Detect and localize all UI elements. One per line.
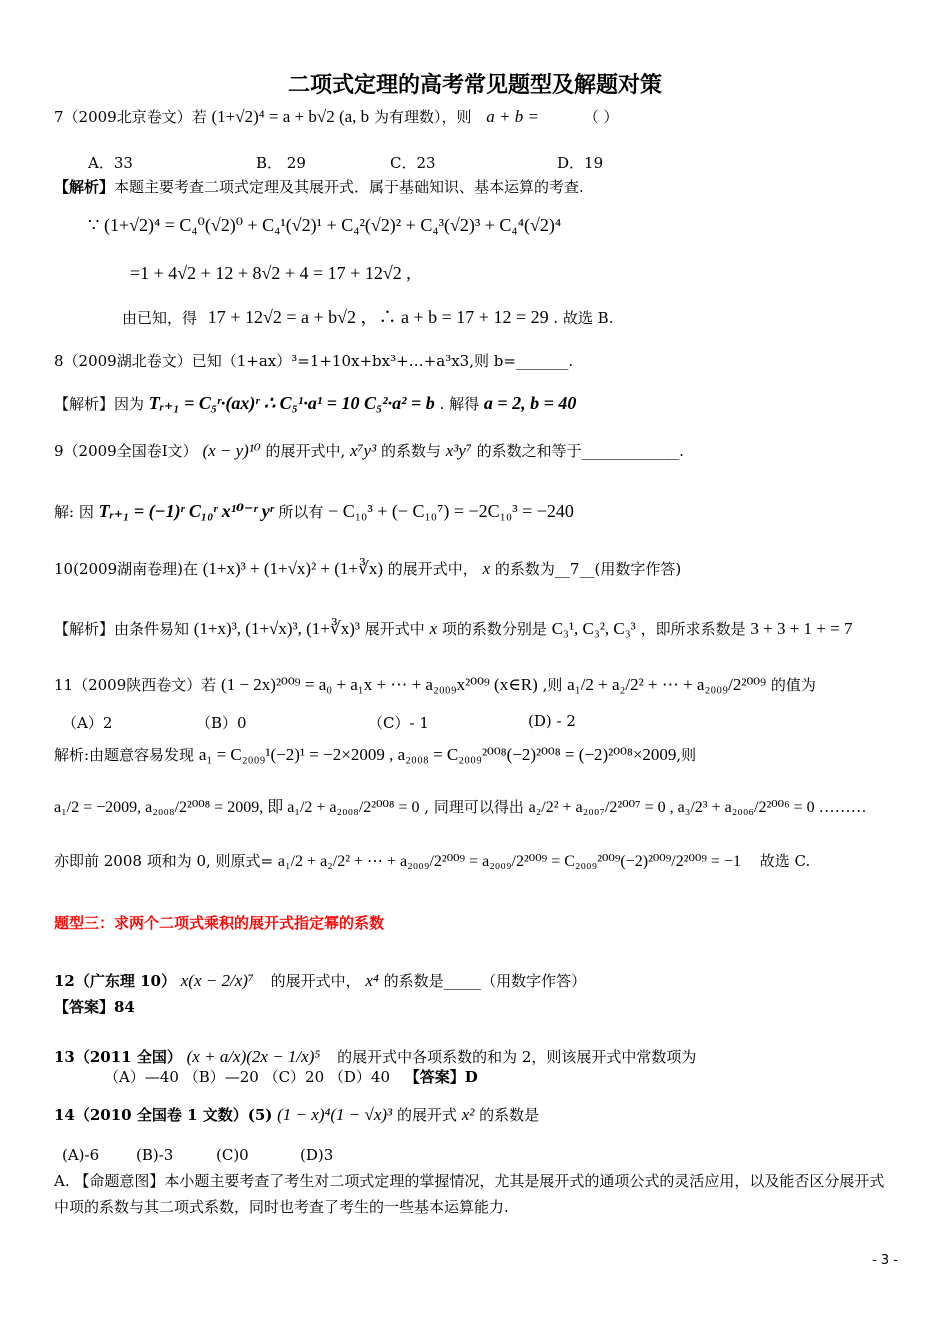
q12-expr: x(x − 2/x)⁷	[180, 971, 254, 990]
q7-option-b: B． 29	[256, 154, 306, 172]
q14-expr: (1 − x)⁴(1 − √x)³	[277, 1105, 393, 1124]
q10-text5: ，即所求系数是	[640, 620, 746, 638]
q11-solution-line1	[54, 744, 696, 765]
q8-solve: a = 2, b = 40	[483, 393, 577, 413]
q7-result: =1 + 4√2 + 12 + 8√2 + 4 = 17 + 12√2 ,	[130, 263, 411, 283]
q12-term: x⁴	[365, 971, 379, 990]
q10-stem-line	[54, 558, 681, 579]
q9-text1: 的展开式中,	[265, 442, 346, 460]
q11-option-a: （A）2	[62, 714, 113, 732]
q11-sol-label: 解析:由题意容易发现	[54, 746, 195, 764]
q14-stem-line	[54, 1104, 539, 1125]
q7-ask: a + b =	[486, 107, 539, 126]
q10-var2: x	[429, 619, 438, 638]
q10-text3: 展开式中	[364, 620, 425, 638]
q12-stem: 12（广东理 10）	[54, 972, 176, 990]
q14-stem: 14（2010 全国卷 1 文数）(5)	[54, 1106, 273, 1124]
q10-analysis-line	[54, 618, 852, 639]
q7-choose: . 故选 B.	[553, 309, 614, 327]
q7-conclude: 17 + 12√2 = a + b√2 ，∴ a + b = 17 + 12 = 29	[207, 307, 549, 327]
q11-text2: 的值为	[770, 676, 816, 694]
q14-text2: 的系数是	[479, 1106, 540, 1124]
q11-sol3: a₁/2 + a₂/2² + ⋯ + a₂₀₀₉/2²⁰⁰⁹ = a₂₀₀₉/2²⁰⁰⁹ = C₂₀₀₉²⁰⁰⁹(−2)²⁰⁰⁹/2²⁰⁰⁹ = −1	[277, 853, 741, 870]
q9-expr: (x − y)¹⁰	[202, 441, 261, 460]
q8-stem: 8（2009湖北卷文）已知（1+ax）³=1+10x+bx³+…+a³x3,则 b=_______.	[54, 352, 574, 370]
q13-stem-line	[54, 1046, 696, 1067]
q9-solution-line	[54, 500, 574, 523]
q11-sol2: a₁/2 = −2009, a₂₀₀₈/2²⁰⁰⁸ = 2009, 即 a₁/2 + a₂₀₀₈/2²⁰⁰⁸ = 0	[54, 799, 420, 816]
q7-option-c: C．23	[390, 154, 436, 172]
q7-formula: (1+√2)⁴ = a + b√2 (a, b	[211, 107, 370, 126]
q11-sol2-mid: , 同理可以得出	[424, 798, 524, 816]
q13-options: （A）—40 （B）—20 （C）20 （D）40	[104, 1068, 391, 1086]
q14-option-c: (C)0	[216, 1146, 249, 1164]
q12-stem-line	[54, 970, 586, 991]
q13-answer: 【答案】D	[404, 1068, 478, 1086]
q11-ask: a₁/2 + a₂/2² + ⋯ + a₂₀₀₉/2²⁰⁰⁹	[567, 675, 767, 694]
q9-sol-formula: Tᵣ₊₁ = (−1)ʳ C₁₀ʳ x¹⁰⁻ʳ yʳ	[98, 501, 274, 521]
q8-analysis-line	[54, 392, 576, 415]
q7-note: 为有理数），则	[373, 108, 472, 126]
q9-stem-line	[54, 440, 684, 461]
q11-stem: 11（2009陕西卷文）若	[54, 676, 217, 694]
q14-term: x²	[461, 1105, 475, 1124]
q14-text1: 的展开式	[396, 1106, 457, 1124]
q8-solve-label: . 解得	[439, 395, 480, 413]
q14-option-d: (D)3	[300, 1146, 334, 1164]
q9-sol-label: 解: 因	[54, 503, 94, 521]
q7-analysis: 本题主要考查二项式定理及其展开式．属于基础知识、基本运算的考查.	[114, 178, 584, 196]
q13-stem: 13（2011 全国）	[54, 1048, 182, 1066]
section-three-heading: 题型三：求两个二项式乘积的展开式指定幂的系数	[54, 914, 385, 932]
q8-analysis-label: 【解析】因为	[54, 395, 145, 413]
q11-option-b: （B）0	[196, 714, 247, 732]
q11-expr: (1 − 2x)²⁰⁰⁹ = a₀ + a₁x + ⋯ + a₂₀₀₉x²⁰⁰⁹ (x∈R)	[221, 675, 538, 694]
page-title: 二项式定理的高考常见题型及解题对策	[287, 73, 662, 98]
q14-option-a: (A)-6	[62, 1146, 100, 1164]
q9-sol-text: 所以有	[278, 503, 324, 521]
q11-sol1: a₁ = C₂₀₀₉¹(−2)¹ = −2×2009 , a₂₀₀₈ = C₂₀₀₉²⁰⁰⁸(−2)²⁰⁰⁸ = (−2)²⁰⁰⁸×2009	[198, 745, 677, 764]
q7-option-d: D．19	[557, 154, 604, 172]
q9-text3: 的系数之和等于_____________.	[476, 442, 684, 460]
q9-sol-result: − C₁₀³ + (− C₁₀⁷) = −2C₁₀³ = −240	[328, 501, 574, 521]
q10-var: x	[482, 559, 491, 578]
q7-analysis-line	[54, 178, 584, 197]
q7-stem-line	[54, 106, 619, 127]
q11-solution-line3	[54, 852, 810, 872]
q10-text4: 项的系数分别是	[441, 620, 547, 638]
q9-text2: 的系数与	[380, 442, 441, 460]
q7-analysis-label: 【解析】	[54, 178, 115, 196]
q10-coeffs: C₃¹, C₃², C₃³	[551, 619, 636, 638]
q7-conclusion-line	[122, 306, 613, 329]
q10-expr: (1+x)³ + (1+√x)² + (1+∛x)	[202, 559, 384, 578]
q10-text2: 的系数为__7__(用数字作答)	[494, 560, 682, 578]
q10-analysis-label: 【解析】由条件易知	[54, 620, 190, 638]
q9-term2: x³y⁷	[445, 441, 472, 460]
q11-stem-line	[54, 674, 816, 695]
q7-blank: （ ）	[583, 108, 619, 126]
q10-stem: 10(2009湖南卷理)在	[54, 560, 198, 578]
q11-sol3-label: 亦即前 2008 项和为 0, 则原式=	[54, 852, 274, 870]
q12-answer: 【答案】84	[54, 998, 135, 1016]
q11-option-d: (D) - 2	[528, 712, 576, 730]
q11-text1: ,则	[542, 676, 563, 694]
q7-expansion: ∵ (1+√2)⁴ = C₄⁰(√2)⁰ + C₄¹(√2)¹ + C₄²(√2)² + C₄³(√2)³ + C₄⁴(√2)⁴	[88, 215, 562, 235]
q10-text1: 的展开式中，	[387, 560, 478, 578]
q11-solution-line2	[54, 798, 867, 818]
q11-choose: 故选 C.	[759, 852, 811, 870]
q8-formula: Tᵣ₊₁ = C₅ʳ·(ax)ʳ ∴ C₅¹·a¹ = 10 C₅²·a² = b	[148, 393, 435, 413]
q11-option-c: （C）- 1	[368, 714, 429, 732]
q14-option-b: (B)-3	[136, 1146, 174, 1164]
q13-text1: 的展开式中各项系数的和为 2，则该展开式中常数项为	[337, 1048, 697, 1066]
q7-option-a: A．33	[88, 154, 133, 172]
q11-sol1-end: ,则	[676, 746, 697, 764]
q13-expr: (x + a/x)(2x − 1/x)⁵	[186, 1047, 321, 1066]
q10-sum: 3 + 3 + 1 + = 7	[750, 619, 853, 638]
q10-exprs: (1+x)³, (1+√x)³, (1+∛x)³	[193, 619, 360, 638]
q14-analysis: A. 【命题意图】本小题主要考查了考生对二项式定理的掌握情况，尤其是展开式的通项公式的灵活应用，以及能否区分展开式中项的系数与其二项式系数，同时也考查了考生的一些基本运算能力.	[54, 1172, 885, 1217]
q7-known: 由已知，得	[122, 309, 198, 327]
q9-stem: 9（2009全国卷Ⅰ文）	[54, 442, 198, 460]
q9-term1: x⁷y³	[350, 441, 377, 460]
q11-sol2-end: a₂/2² + a₂₀₀₇/2²⁰⁰⁷ = 0 , a₃/2³ + a₂₀₀₆/2²⁰⁰⁶ = 0 ………	[528, 799, 867, 816]
q12-text2: 的系数是_____（用数字作答）	[383, 972, 587, 990]
q12-text1: 的展开式中，	[270, 972, 361, 990]
q7-stem: 7（2009北京卷文）若	[54, 108, 207, 126]
q13-options-line	[104, 1068, 478, 1087]
page-number: - 3 -	[872, 1253, 898, 1268]
